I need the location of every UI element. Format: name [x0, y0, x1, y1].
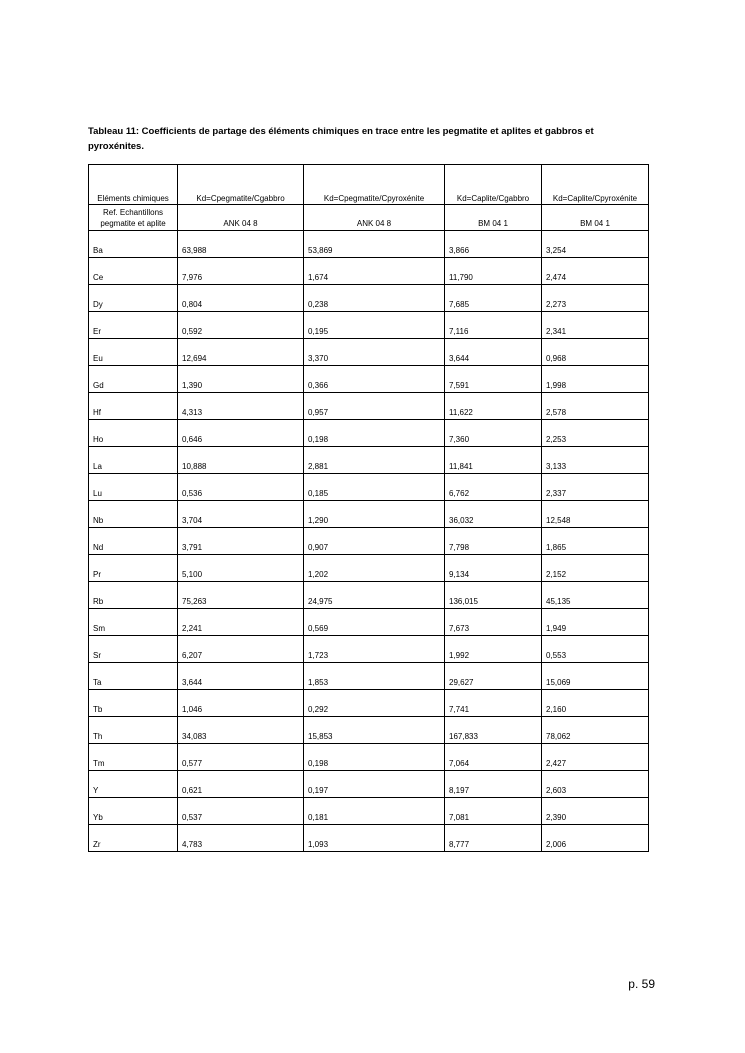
- value-cell: 0,195: [304, 312, 445, 339]
- element-cell: Nd: [89, 528, 178, 555]
- table-row: [89, 366, 649, 393]
- value-cell: 11,790: [445, 258, 542, 285]
- table-row: [89, 825, 649, 852]
- value-cell: 24,975: [304, 582, 445, 609]
- value-cell: 2,427: [542, 744, 649, 771]
- element-cell: La: [89, 447, 178, 474]
- sample-cell: BM 04 1: [542, 205, 649, 231]
- value-cell: 0,197: [304, 771, 445, 798]
- value-cell: 4,313: [178, 393, 304, 420]
- element-cell: Lu: [89, 474, 178, 501]
- value-cell: 2,881: [304, 447, 445, 474]
- sample-cell: ANK 04 8: [304, 205, 445, 231]
- table-row: [89, 636, 649, 663]
- value-cell: 0,592: [178, 312, 304, 339]
- value-cell: 0,804: [178, 285, 304, 312]
- value-cell: 29,627: [445, 663, 542, 690]
- value-cell: 9,134: [445, 555, 542, 582]
- value-cell: 34,083: [178, 717, 304, 744]
- page-number: p. 59: [628, 977, 655, 991]
- value-cell: 0,553: [542, 636, 649, 663]
- element-cell: Zr: [89, 825, 178, 852]
- element-cell: Ce: [89, 258, 178, 285]
- value-cell: 53,869: [304, 231, 445, 258]
- value-cell: 15,069: [542, 663, 649, 690]
- value-cell: 1,202: [304, 555, 445, 582]
- value-cell: 1,949: [542, 609, 649, 636]
- element-cell: Tb: [89, 690, 178, 717]
- caption-line-2: pyroxénites.: [88, 141, 144, 152]
- value-cell: 0,646: [178, 420, 304, 447]
- value-cell: 7,798: [445, 528, 542, 555]
- value-cell: 0,621: [178, 771, 304, 798]
- value-cell: 3,791: [178, 528, 304, 555]
- value-cell: 2,603: [542, 771, 649, 798]
- value-cell: 0,907: [304, 528, 445, 555]
- element-cell: Ho: [89, 420, 178, 447]
- value-cell: 5,100: [178, 555, 304, 582]
- value-cell: 7,673: [445, 609, 542, 636]
- header-row: [89, 165, 649, 205]
- element-cell: Dy: [89, 285, 178, 312]
- value-cell: 3,254: [542, 231, 649, 258]
- table-row: [89, 231, 649, 258]
- element-cell: Hf: [89, 393, 178, 420]
- header-cell: Kd=Caplite/Cpyroxénite: [542, 165, 649, 205]
- value-cell: 2,253: [542, 420, 649, 447]
- table-row: [89, 447, 649, 474]
- value-cell: 4,783: [178, 825, 304, 852]
- value-cell: 7,116: [445, 312, 542, 339]
- element-cell: Eu: [89, 339, 178, 366]
- value-cell: 2,152: [542, 555, 649, 582]
- table-row: [89, 258, 649, 285]
- table-row: [89, 474, 649, 501]
- sample-cell: ANK 04 8: [178, 205, 304, 231]
- value-cell: 2,006: [542, 825, 649, 852]
- value-cell: 0,185: [304, 474, 445, 501]
- value-cell: 2,390: [542, 798, 649, 825]
- value-cell: 3,704: [178, 501, 304, 528]
- sample-cell: BM 04 1: [445, 205, 542, 231]
- value-cell: 136,015: [445, 582, 542, 609]
- header-cell: Kd=Cpegmatite/Cgabbro: [178, 165, 304, 205]
- table-row: [89, 744, 649, 771]
- value-cell: 2,341: [542, 312, 649, 339]
- value-cell: 2,273: [542, 285, 649, 312]
- ref-label-line-2: pegmatite et aplite: [100, 219, 166, 228]
- table-row: [89, 285, 649, 312]
- table-row: [89, 555, 649, 582]
- value-cell: 2,337: [542, 474, 649, 501]
- value-cell: 7,064: [445, 744, 542, 771]
- sample-ref-row: [89, 205, 649, 231]
- value-cell: 63,988: [178, 231, 304, 258]
- element-cell: Yb: [89, 798, 178, 825]
- value-cell: 12,694: [178, 339, 304, 366]
- element-cell: Ba: [89, 231, 178, 258]
- value-cell: 7,081: [445, 798, 542, 825]
- table-row: [89, 312, 649, 339]
- value-cell: 0,577: [178, 744, 304, 771]
- value-cell: 11,622: [445, 393, 542, 420]
- value-cell: 11,841: [445, 447, 542, 474]
- value-cell: 45,135: [542, 582, 649, 609]
- value-cell: 2,578: [542, 393, 649, 420]
- element-cell: Gd: [89, 366, 178, 393]
- value-cell: 2,474: [542, 258, 649, 285]
- value-cell: 7,685: [445, 285, 542, 312]
- table-row: [89, 393, 649, 420]
- element-cell: Nb: [89, 501, 178, 528]
- value-cell: 0,238: [304, 285, 445, 312]
- value-cell: 0,198: [304, 744, 445, 771]
- header-cell: Eléments chimiques: [89, 165, 178, 205]
- value-cell: 3,370: [304, 339, 445, 366]
- element-cell: Sr: [89, 636, 178, 663]
- ref-label-line-1: Ref. Echantillons: [102, 208, 164, 217]
- header-cell: Kd=Cpegmatite/Cpyroxénite: [304, 165, 445, 205]
- value-cell: 1,046: [178, 690, 304, 717]
- value-cell: 0,537: [178, 798, 304, 825]
- table-row: [89, 420, 649, 447]
- value-cell: 1,865: [542, 528, 649, 555]
- value-cell: 1,853: [304, 663, 445, 690]
- value-cell: 7,591: [445, 366, 542, 393]
- value-cell: 3,644: [178, 663, 304, 690]
- value-cell: 7,976: [178, 258, 304, 285]
- value-cell: 10,888: [178, 447, 304, 474]
- value-cell: 2,160: [542, 690, 649, 717]
- table-row: [89, 582, 649, 609]
- value-cell: 1,390: [178, 366, 304, 393]
- value-cell: 1,290: [304, 501, 445, 528]
- value-cell: 3,644: [445, 339, 542, 366]
- value-cell: 75,263: [178, 582, 304, 609]
- element-cell: Th: [89, 717, 178, 744]
- value-cell: 0,198: [304, 420, 445, 447]
- value-cell: 0,569: [304, 609, 445, 636]
- table-row: [89, 501, 649, 528]
- partition-coefficients-table: [88, 164, 649, 852]
- value-cell: 8,777: [445, 825, 542, 852]
- table-row: [89, 528, 649, 555]
- element-cell: Sm: [89, 609, 178, 636]
- value-cell: 3,133: [542, 447, 649, 474]
- table-row: [89, 663, 649, 690]
- element-cell: Tm: [89, 744, 178, 771]
- value-cell: 12,548: [542, 501, 649, 528]
- table-row: [89, 771, 649, 798]
- value-cell: 0,181: [304, 798, 445, 825]
- value-cell: 0,968: [542, 339, 649, 366]
- value-cell: 36,032: [445, 501, 542, 528]
- table-row: [89, 798, 649, 825]
- value-cell: 8,197: [445, 771, 542, 798]
- value-cell: 78,062: [542, 717, 649, 744]
- value-cell: 1,723: [304, 636, 445, 663]
- value-cell: 2,241: [178, 609, 304, 636]
- caption-line-1: Tableau 11: Coefficients de partage des éléments chimiques en trace entre les pegmatite et aplites et gabbros et: [88, 126, 594, 137]
- value-cell: 0,366: [304, 366, 445, 393]
- element-cell: Pr: [89, 555, 178, 582]
- value-cell: 1,674: [304, 258, 445, 285]
- value-cell: 0,536: [178, 474, 304, 501]
- value-cell: 15,853: [304, 717, 445, 744]
- table-row: [89, 609, 649, 636]
- table-row: [89, 690, 649, 717]
- header-cell: Kd=Caplite/Cgabbro: [445, 165, 542, 205]
- element-cell: Y: [89, 771, 178, 798]
- element-cell: Rb: [89, 582, 178, 609]
- table-row: [89, 339, 649, 366]
- value-cell: 6,207: [178, 636, 304, 663]
- table-caption: [88, 124, 648, 154]
- element-cell: Ta: [89, 663, 178, 690]
- element-cell: Er: [89, 312, 178, 339]
- value-cell: 7,741: [445, 690, 542, 717]
- value-cell: 167,833: [445, 717, 542, 744]
- value-cell: 7,360: [445, 420, 542, 447]
- value-cell: 1,093: [304, 825, 445, 852]
- sample-ref-label: [89, 205, 178, 231]
- value-cell: 3,866: [445, 231, 542, 258]
- value-cell: 0,292: [304, 690, 445, 717]
- value-cell: 6,762: [445, 474, 542, 501]
- value-cell: 1,992: [445, 636, 542, 663]
- value-cell: 0,957: [304, 393, 445, 420]
- value-cell: 1,998: [542, 366, 649, 393]
- table-row: [89, 717, 649, 744]
